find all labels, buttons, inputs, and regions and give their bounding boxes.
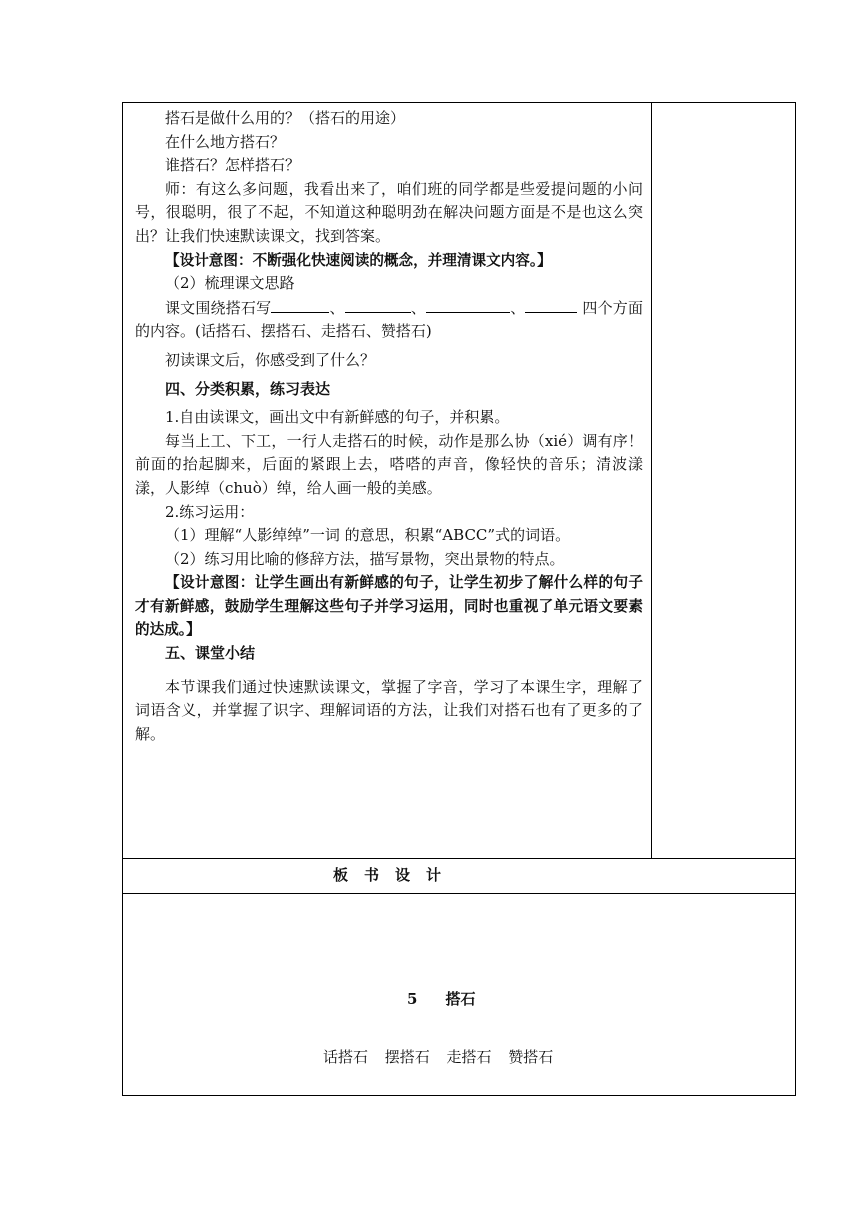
answer-blank — [345, 296, 411, 313]
paragraph: 本节课我们通过快速默读课文，掌握了字音，学习了本课生字，理解了词语含义，并掌握了识字、理解词语的方法，让我们对搭石也有了更多的了解。 — [135, 677, 643, 743]
paragraph: 谁搭石？怎样搭石？ — [165, 156, 301, 175]
separator: 、 — [410, 298, 427, 317]
lesson-table — [122, 102, 796, 1096]
paragraph-text: 四个方面的内容。(话搭石、摆搭石、走搭石、赞搭石) — [135, 298, 643, 341]
lesson-title: 搭石 — [445, 990, 476, 1008]
paragraph: （2）梳理课文思路 — [165, 274, 295, 293]
separator: 、 — [329, 298, 345, 317]
answer-blank — [426, 296, 510, 313]
paragraph: 搭石是做什么用的？（搭石的用途） — [165, 109, 406, 127]
separator: 、 — [510, 298, 526, 317]
paragraph: （1）理解“人影绰绰”一词 的意思，积累“ABCC”式的词语。 — [165, 526, 571, 545]
board-lesson-heading — [407, 988, 475, 1009]
lesson-number: 5 — [407, 990, 418, 1008]
paragraph: 每当上工、下工，一行人走搭石的时候，动作是那么协（xié）调有序！前面的抬起脚来，后面的紧跟上去，嗒嗒的声音，像轻快的音乐；清波漾漾，人影绰（chuò）绰，给人画一般的美感。 — [135, 431, 643, 497]
section-heading: 四、分类积累，练习表达 — [165, 379, 331, 398]
paragraph: 师：有这么多问题，我看出来了，咱们班的同学都是些爱提问题的小问号，很聪明，很了不起，不知道这种聪明劲在解决问题方面是不是也这么突出？让我们快速默读课文，找到答案。 — [135, 179, 643, 245]
lesson-content-cell — [123, 103, 651, 858]
board-design-title: 板书设计 — [333, 866, 458, 884]
design-intent-note: 【设计意图：让学生画出有新鲜感的句子，让学生初步了解什么样的句子才有新鲜感，鼓励学生理解这些句子并学习运用，同时也重视了单元语文要素的达成。】 — [135, 574, 643, 639]
answer-blank — [525, 296, 577, 313]
paragraph: 在什么地方搭石？ — [165, 132, 286, 151]
row-divider — [123, 893, 795, 894]
paragraph: 初读课文后，你感受到了什么？ — [165, 350, 376, 369]
section-heading: 五、课堂小结 — [165, 644, 256, 663]
answer-blank — [271, 296, 329, 313]
column-divider — [651, 103, 652, 858]
board-items: 话搭石 摆搭石 走搭石 赞搭石 — [323, 1048, 554, 1066]
board-design-title-row — [123, 858, 795, 893]
paragraph-text: 课文围绕搭石写 — [165, 298, 272, 317]
design-intent-note: 【设计意图：不断强化快速阅读的概念，并理清课文内容。】 — [165, 251, 552, 269]
paragraph: （2）练习用比喻的修辞方法，描写景物，突出景物的特点。 — [165, 549, 565, 568]
fill-in-blank-paragraph — [135, 296, 643, 344]
paragraph: 1.自由读课文，画出文中有新鲜感的句子，并积累。 — [165, 408, 510, 427]
paragraph: 2.练习运用： — [165, 502, 255, 521]
